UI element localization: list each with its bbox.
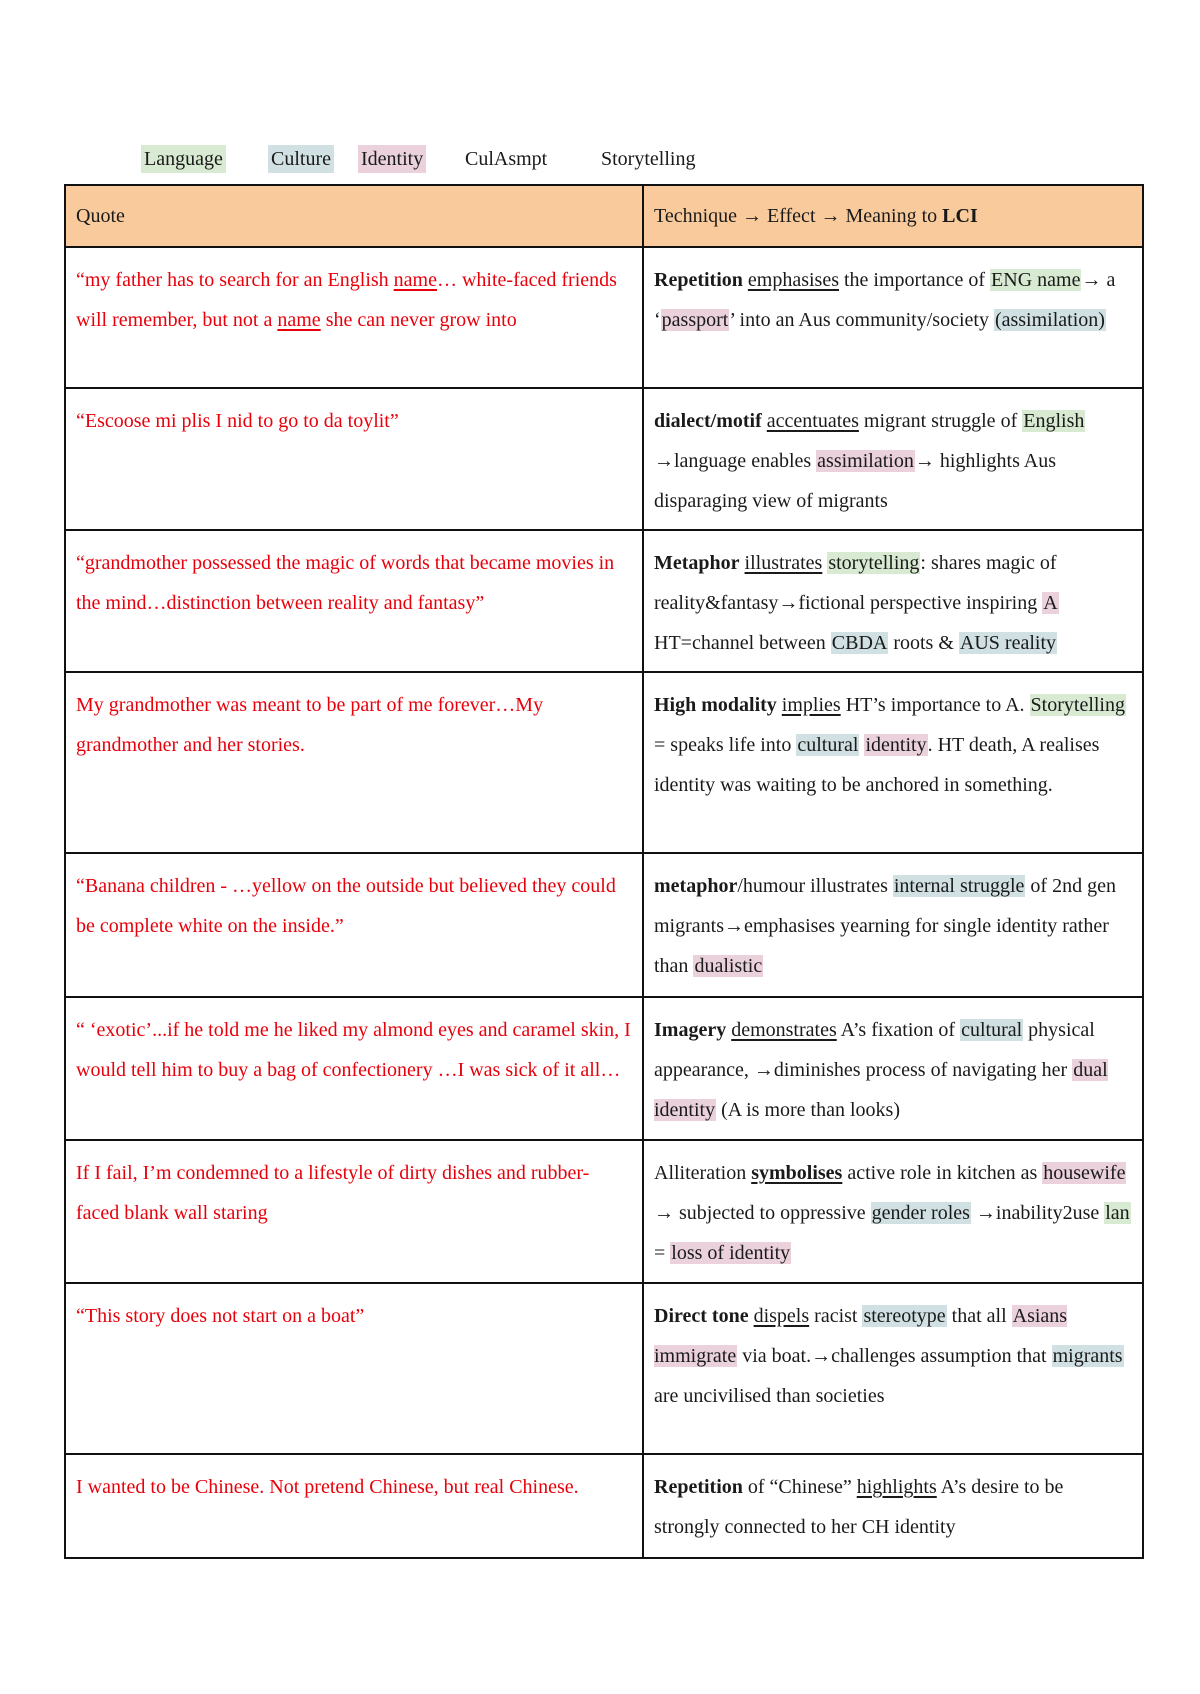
technique-label: Repetition	[654, 269, 743, 291]
language-highlight: lan	[1105, 1202, 1130, 1224]
effect-verb: emphasises	[747, 269, 839, 291]
culture-highlight: (assimilation)	[994, 309, 1105, 331]
analysis-text: HT=channel between	[654, 632, 831, 654]
culture-highlight: AUS reality	[959, 632, 1056, 654]
quote-cell	[65, 853, 643, 997]
quote-text: “ ‘exotic’...if he told me he liked my almond eyes and caramel skin, I would tell him to buy a bag of confectionery …I was sick of it all…	[76, 1019, 631, 1081]
effect-verb: symbolises	[751, 1162, 843, 1184]
analysis-text: (A is more than looks)	[716, 1099, 900, 1121]
legend-language: Language	[141, 145, 226, 173]
analysis-text: ’ into an Aus community/society	[729, 309, 994, 331]
color-legend	[0, 143, 1200, 179]
quote-text: she can never grow into	[320, 309, 517, 331]
identity-highlight: assimilation	[817, 450, 914, 472]
quote-cell	[65, 997, 643, 1140]
effect-verb: implies	[781, 694, 841, 716]
quote-cell	[65, 1454, 643, 1558]
quote-header: Quote	[65, 185, 643, 247]
analysis-text: →language enables	[654, 450, 817, 472]
language-highlight: storytelling	[828, 552, 920, 574]
technique-label: Imagery	[654, 1019, 727, 1041]
technique-label: Repetition	[654, 1476, 743, 1498]
analysis-text: → a ‘	[654, 269, 1116, 331]
table-row	[65, 247, 1143, 388]
quote-cell	[65, 247, 643, 388]
technique-label: High modality	[654, 694, 777, 716]
identity-highlight: Asians immigrate	[654, 1305, 1068, 1367]
effect-verb: demonstrates	[731, 1019, 837, 1041]
analysis-text: → highlights Aus disparaging view of migrants	[654, 450, 1056, 512]
effect-verb: accentuates	[766, 410, 859, 432]
analysis-cell	[643, 1454, 1143, 1558]
culture-highlight: CBDA	[831, 632, 888, 654]
table-row	[65, 853, 1143, 997]
legend-culture: Culture	[268, 145, 334, 173]
analysis-text: of 2nd gen migrants→emphasises yearning for single identity rather than	[654, 875, 1116, 977]
table-row	[65, 672, 1143, 853]
culture-highlight: cultural	[961, 1019, 1023, 1041]
analysis-text: via boat.→challenges assumption that	[737, 1345, 1052, 1367]
effect-verb: dispels	[753, 1305, 810, 1327]
identity-highlight: dual identity	[654, 1059, 1108, 1121]
technique-label: metaphor	[654, 875, 738, 897]
analysis-cell	[643, 1140, 1143, 1283]
quote-underline: name	[393, 269, 437, 291]
header-row	[65, 185, 1143, 247]
quote-cell	[65, 672, 643, 853]
culture-highlight: gender roles	[871, 1202, 970, 1224]
analysis-header-lci: LCI	[942, 204, 978, 227]
quote-text: If I fail, I’m condemned to a lifestyle of dirty dishes and rubber-faced blank wall staring	[76, 1162, 590, 1224]
identity-highlight: A	[1043, 592, 1058, 614]
identity-highlight: loss of identity	[671, 1242, 791, 1264]
table-row	[65, 997, 1143, 1140]
culture-highlight: cultural	[797, 734, 859, 756]
analysis-cell	[643, 1283, 1143, 1454]
analysis-header	[643, 185, 1143, 247]
quote-cell	[65, 1140, 643, 1283]
analysis-text: migrant struggle of	[858, 410, 1023, 432]
quote-text: “Escoose mi plis I nid to go to da toylit”	[76, 410, 399, 432]
quote-text: I wanted to be Chinese. Not pretend Chinese, but real Chinese.	[76, 1476, 579, 1498]
quote-text: “This story does not start on a boat”	[76, 1305, 365, 1327]
effect-verb: highlights	[856, 1476, 937, 1498]
analysis-cell	[643, 672, 1143, 853]
analysis-header-text: Technique → Effect → Meaning to	[654, 204, 938, 227]
analysis-text: /humour illustrates	[737, 875, 893, 897]
quote-analysis-table	[64, 184, 1144, 1559]
analysis-cell	[643, 530, 1143, 672]
analysis-text: . HT death, A realises identity was waiting to be anchored in something.	[654, 734, 1100, 796]
quote-text: “grandmother possessed the magic of words that became movies in the mind…distinction between reality and fantasy”	[76, 552, 615, 614]
table-row	[65, 388, 1143, 530]
culture-highlight: migrants	[1052, 1345, 1123, 1367]
legend-culasmpt: CulAsmpt	[465, 148, 548, 170]
effect-verb: illustrates	[744, 552, 823, 574]
analysis-text: : shares magic of reality&fantasy→fictional perspective inspiring	[654, 552, 1057, 614]
technique-label: Metaphor	[654, 552, 740, 574]
language-highlight: Storytelling	[1030, 694, 1125, 716]
quote-cell	[65, 1283, 643, 1454]
analysis-text: active role in kitchen as	[842, 1162, 1043, 1184]
culture-highlight: stereotype	[863, 1305, 946, 1327]
identity-highlight: identity	[865, 734, 927, 756]
analysis-text: racist	[809, 1305, 863, 1327]
quote-text: “my father has to search for an English	[76, 269, 394, 291]
analysis-text: → subjected to oppressive	[654, 1202, 871, 1224]
analysis-cell	[643, 997, 1143, 1140]
analysis-text: physical appearance, →diminishes process of navigating her	[654, 1019, 1095, 1081]
technique-label: dialect/motif	[654, 410, 762, 432]
table-row	[65, 530, 1143, 672]
analysis-text: A’s desire to be strongly connected to her CH identity	[654, 1476, 1064, 1538]
language-highlight: English	[1023, 410, 1085, 432]
quote-text: “Banana children - …yellow on the outside but believed they could be complete white on the inside.”	[76, 875, 616, 937]
analysis-text: roots &	[888, 632, 959, 654]
analysis-text: →inability2use	[970, 1202, 1105, 1224]
legend-identity: Identity	[358, 145, 426, 173]
table-row	[65, 1283, 1143, 1454]
quote-text: … white-faced friends will remember, but not a	[76, 269, 617, 331]
identity-highlight: passport	[661, 309, 729, 331]
language-highlight: ENG name	[991, 269, 1081, 291]
legend-storytelling: Storytelling	[601, 148, 696, 170]
quote-text: My grandmother was meant to be part of me forever…My grandmother and her stories.	[76, 694, 544, 756]
analysis-text: HT’s importance to A.	[840, 694, 1030, 716]
analysis-text: =	[654, 1242, 671, 1264]
identity-highlight: dualistic	[694, 955, 763, 977]
analysis-cell	[643, 247, 1143, 388]
culture-highlight: internal struggle	[893, 875, 1025, 897]
technique-label: Alliteration	[654, 1162, 752, 1184]
analysis-text: of “Chinese”	[742, 1476, 857, 1498]
identity-highlight: housewife	[1043, 1162, 1126, 1184]
table-row	[65, 1140, 1143, 1283]
analysis-text: are uncivilised than societies	[654, 1385, 885, 1407]
analysis-text: the importance of	[838, 269, 991, 291]
analysis-text: A’s fixation of	[836, 1019, 961, 1041]
quote-cell	[65, 530, 643, 672]
quote-cell	[65, 388, 643, 530]
table-row	[65, 1454, 1143, 1558]
analysis-text: = speaks life into	[654, 734, 797, 756]
analysis-text: that all	[946, 1305, 1012, 1327]
analysis-cell	[643, 853, 1143, 997]
technique-label: Direct tone	[654, 1305, 749, 1327]
analysis-cell	[643, 388, 1143, 530]
quote-underline: name	[277, 309, 321, 331]
